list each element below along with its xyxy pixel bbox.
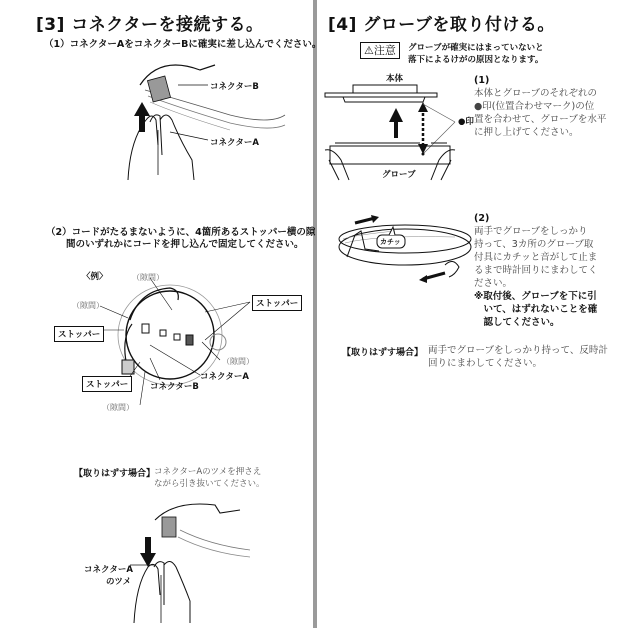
step-4-1-number: (1)	[474, 75, 490, 86]
caution-text-1: グローブが確実にはまっていないと	[408, 43, 544, 53]
step-4-2-line1: 両手でグローブをしっかり	[474, 226, 588, 237]
label-stopper-bottom: ストッパー	[82, 376, 132, 392]
step-4-2-note3: 認してください。	[474, 317, 560, 328]
step-4-2-line4: るまで時計回りにまわしてく	[474, 265, 598, 276]
step-4-2-line5: ださい。	[474, 278, 513, 289]
step-4-2-line2: 持って、3カ所のグローブ取	[474, 239, 594, 250]
label-main-body: 本体	[386, 74, 404, 84]
step-4-2-note1: ※取付後、グローブを下に引	[474, 291, 597, 302]
callout-connector-a-claw-1: コネクターA	[84, 565, 133, 575]
removal-text-right-1: 両手でグローブをしっかり持って、反時計	[428, 345, 608, 356]
label-mark: ●印	[458, 117, 474, 127]
connector-remove-illustration	[130, 505, 270, 625]
callout-connector-a-claw-2: のツメ	[106, 577, 132, 587]
label-stopper-right: ストッパー	[252, 295, 302, 311]
step-4-2-line3: 付具にカチッと音がして止ま	[474, 252, 598, 263]
removal-label-left: 【取りはずす場合】	[74, 469, 156, 479]
label-gap-right: （隙間）	[222, 357, 254, 366]
warning-icon: ⚠注意	[364, 44, 396, 57]
step-3-1-text: （1）コネクターAをコネクターBに確実に差し込んでください。	[44, 39, 322, 50]
removal-text-left-1: コネクターAのツメを押さえ	[154, 467, 262, 477]
label-gap-left: （隙間）	[72, 301, 104, 310]
step-4-1-line2: ●印(位置合わせマーク)の位	[474, 101, 595, 112]
label-connector-a-ring: コネクターA	[200, 372, 249, 382]
globe-rotate-illustration	[335, 215, 475, 285]
step-4-2-number: (2)	[474, 213, 490, 224]
label-connector-a: コネクターA	[210, 138, 259, 148]
label-stopper-left: ストッパー	[54, 326, 104, 342]
example-label: 〈例〉	[82, 272, 108, 282]
caution-badge	[360, 42, 400, 59]
section-3-heading: [3] コネクターを接続する。	[36, 15, 264, 35]
label-gap-top: （隙間）	[132, 273, 164, 282]
label-globe: グローブ	[382, 170, 416, 180]
step-3-2-line1: （2）コードがたるまないように、4箇所あるストッパー横の隙	[46, 227, 316, 238]
label-gap-bottom: （隙間）	[102, 403, 134, 412]
step-4-1-line4: に押し上げてください。	[474, 127, 579, 138]
step-4-2-note2: いて、はずれないことを確	[474, 304, 598, 315]
removal-text-left-2: ながら引き抜いてください。	[154, 479, 265, 489]
step-4-1-line3: 置を合わせて、グローブを水平	[474, 114, 607, 125]
removal-text-right-2: 回りにまわしてください。	[428, 358, 543, 369]
removal-label-right: 【取りはずす場合】	[342, 348, 424, 358]
step-4-1-line1: 本体とグローブのそれぞれの	[474, 88, 598, 99]
click-sound-label: カチッ	[380, 238, 401, 246]
step-3-2-line2: 間のいずれかにコードを押し込んで固定してください。	[66, 239, 304, 250]
label-connector-b: コネクターB	[210, 82, 259, 92]
section-4-heading: [4] グローブを取り付ける。	[328, 15, 555, 35]
caution-text-2: 落下によるけがの原因となります。	[408, 55, 544, 65]
label-connector-b-ring: コネクターB	[150, 382, 199, 392]
